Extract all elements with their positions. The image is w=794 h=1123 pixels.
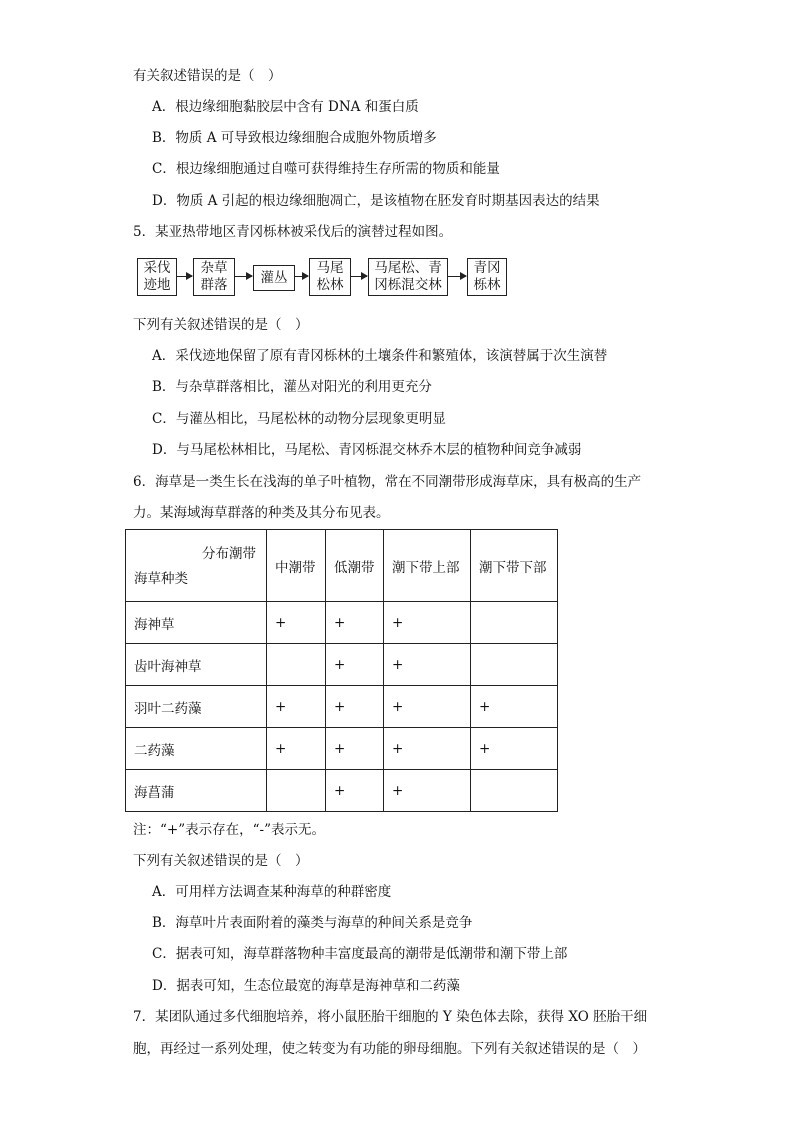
row-label: 海神草 (126, 602, 267, 644)
row-label: 海菖蒲 (126, 770, 267, 812)
column-header: 潮下带上部 (384, 530, 471, 602)
row-label: 齿叶海神草 (126, 644, 267, 686)
arrow-icon (235, 276, 252, 277)
flow-box-2: 杂草 群落 (193, 258, 235, 296)
table-cell: + (326, 602, 384, 644)
table-cell: + (384, 686, 471, 728)
q5-option-a: A．采伐迹地保留了原有青冈栎林的土壤条件和繁殖体，该演替属于次生演替 (152, 348, 608, 364)
q6-table-note: 注：“+”表示存在，“-”表示无。 (133, 822, 325, 838)
seagrass-distribution-table (125, 529, 558, 812)
table-cell: + (471, 728, 558, 770)
q4-option-a: A．根边缘细胞黏胶层中含有 DNA 和蛋白质 (152, 99, 419, 115)
table-cell: + (326, 728, 384, 770)
q5-question: 下列有关叙述错误的是（ ） (133, 317, 309, 333)
arrow-icon (295, 276, 308, 277)
q6-option-a: A．可用样方法调查某种海草的种群密度 (152, 884, 392, 900)
flow-box-3: 灌丛 (253, 265, 295, 291)
table-cell: + (326, 770, 384, 812)
q6-option-c: C．据表可知，海草群落物种丰富度最高的潮带是低潮带和潮下带上部 (152, 946, 568, 962)
column-header: 中潮带 (267, 530, 326, 602)
column-header: 低潮带 (326, 530, 384, 602)
table-row (126, 686, 558, 728)
q6-stem-line1: 6．海草是一类生长在浅海的单子叶植物，常在不同潮带形成海草床，具有极高的生产 (133, 474, 642, 490)
q5-option-b: B．与杂草群落相比，灌丛对阳光的利用更充分 (152, 379, 432, 395)
q4-option-d: D．物质 A 引起的根边缘细胞凋亡，是该植物在胚发育时期基因表达的结果 (152, 193, 600, 209)
q5-option-c: C．与灌丛相比，马尾松林的动物分层现象更明显 (152, 411, 446, 427)
table-corner-cell (126, 530, 267, 602)
table-cell: + (384, 728, 471, 770)
table-cell: + (267, 728, 326, 770)
table-cell: + (471, 686, 558, 728)
flow-box-1: 采伐 迹地 (137, 258, 177, 296)
table-row (126, 602, 558, 644)
table-cell (267, 770, 326, 812)
table-cell (471, 602, 558, 644)
flow-box-4: 马尾 松林 (309, 258, 351, 296)
table-cell: + (384, 644, 471, 686)
arrow-icon (351, 276, 367, 277)
table-row (126, 770, 558, 812)
table-row (126, 644, 558, 686)
table-cell (267, 644, 326, 686)
arrow-icon (448, 276, 466, 277)
q7-stem-line2: 胞，再经过一系列处理，使之转变为有功能的卵母细胞。下列有关叙述错误的是（ ） (133, 1041, 646, 1057)
q6-option-b: B．海草叶片表面附着的藻类与海草的种间关系是竞争 (152, 915, 473, 931)
q6-stem-line2: 力。某海域海草群落的种类及其分布见表。 (133, 505, 390, 521)
table-cell: + (326, 644, 384, 686)
q5-stem: 5．某亚热带地区青冈栎林被采伐后的演替过程如图。 (133, 224, 453, 240)
row-label: 二药藻 (126, 728, 267, 770)
q7-stem-line1: 7．某团队通过多代细胞培养，将小鼠胚胎干细胞的 Y 染色体去除，获得 XO 胚胎干细 (133, 1009, 648, 1025)
flow-box-5: 马尾松、青 冈栎混交林 (368, 258, 448, 296)
arrow-icon (177, 276, 192, 277)
flow-box-6: 青冈 栎林 (467, 258, 507, 296)
q4-option-c: C．根边缘细胞通过自噬可获得维持生存所需的物质和能量 (152, 161, 500, 177)
table-cell: + (267, 686, 326, 728)
table-cell: + (267, 602, 326, 644)
q5-option-d: D．与马尾松林相比，马尾松、青冈栎混交林乔木层的植物种间竞争减弱 (152, 442, 582, 458)
table-cell: + (326, 686, 384, 728)
table-header-row (126, 530, 558, 602)
table-row (126, 728, 558, 770)
corner-label-zone: 分布潮带 (202, 546, 256, 562)
q4-question: 有关叙述错误的是（ ） (133, 68, 282, 84)
column-header: 潮下带下部 (471, 530, 558, 602)
corner-label-species: 海草种类 (134, 571, 188, 587)
row-label: 羽叶二药藻 (126, 686, 267, 728)
table-cell: + (384, 770, 471, 812)
q4-option-b: B．物质 A 可导致根边缘细胞合成胞外物质增多 (152, 130, 437, 146)
table-cell (471, 770, 558, 812)
table-cell (471, 644, 558, 686)
q6-option-d: D．据表可知，生态位最宽的海草是海神草和二药藻 (152, 978, 460, 994)
table-cell: + (384, 602, 471, 644)
q6-question: 下列有关叙述错误的是（ ） (133, 853, 309, 869)
